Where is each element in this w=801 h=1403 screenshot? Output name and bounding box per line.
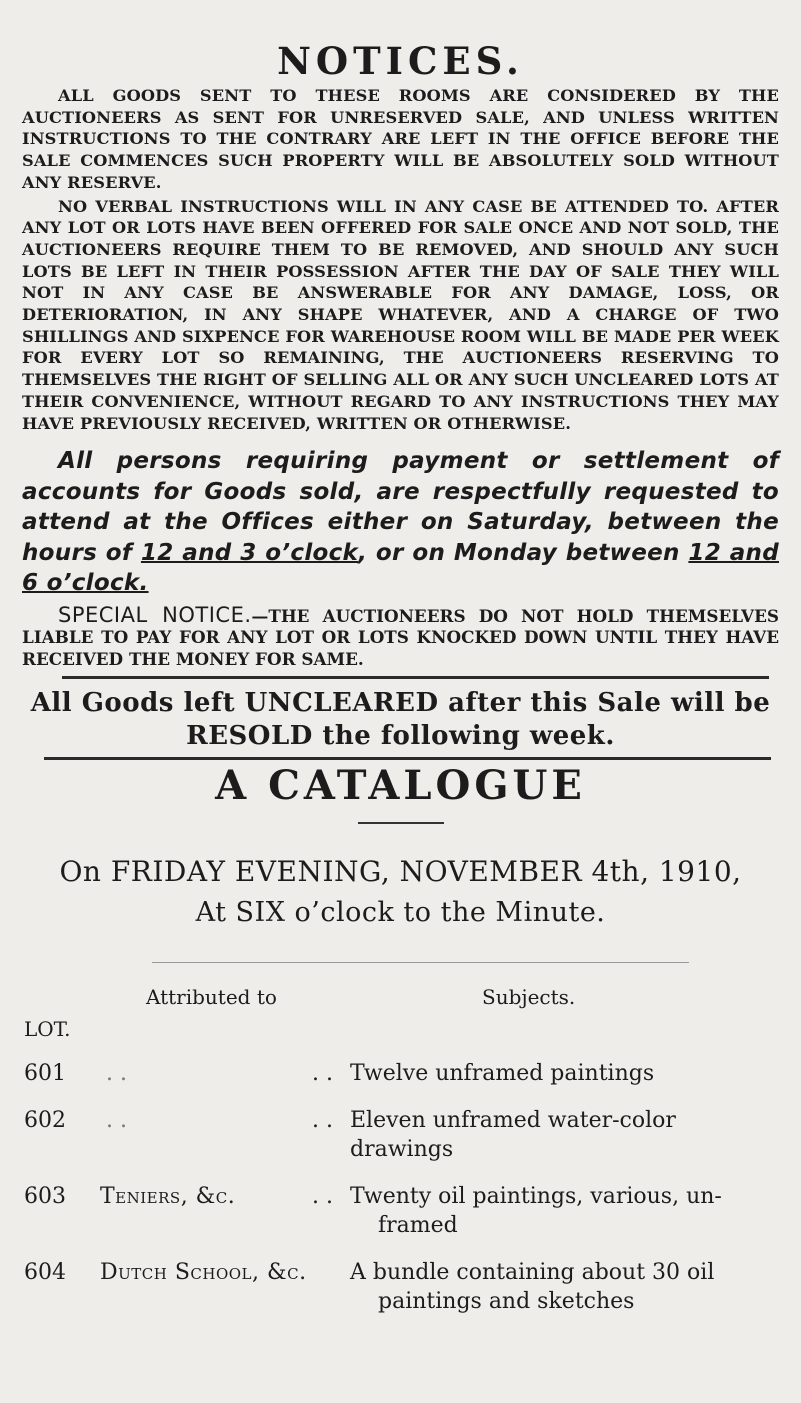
lot-number: 604 bbox=[24, 1260, 66, 1286]
short-divider bbox=[358, 822, 444, 824]
lot-row bbox=[22, 1258, 779, 1316]
lot-subject-text: A bundle containing about 30 oil bbox=[350, 1260, 715, 1286]
notice-verbal-instructions: NO VERBAL INSTRUCTIONS WILL IN ANY CASE BE ATTENDED TO. AFTER ANY LOT OR LOTS HAVE BEEN OFFERED FOR SALE ONCE AND NOT SOLD, THE AUCTIONEERS REQUIRE THEM TO BE REMOVED, AND SHOULD ANY SUCH LOTS BE LEFT IN THEIR POSSESSION AFTER THE DAY OF SALE THEY WILL NOT IN ANY CASE BE ANSWERABLE FOR ANY DAMAGE, LOSS, OR DETERIORATION, IN ANY SHAPE WHATEVER, AND A CHARGE OF TWO SHILLINGS AND SIXPENCE FOR WAREHOUSE ROOM WILL BE MADE PER WEEK FOR EVERY LOT SO REMAINING, THE AUCTIONEERS RESERVING TO THEMSELVES THE RIGHT OF SELLING ALL OR ANY SUCH UNCLEARED LOTS AT THEIR CONVENIENCE, WITHOUT REGARD TO ANY INSTRUCTIONS THEY MAY HAVE PREVIOUSLY RECEIVED, WRITTEN OR OTHERWISE. bbox=[22, 196, 779, 433]
lot-row bbox=[22, 1059, 779, 1088]
column-attributed: Attributed to bbox=[146, 985, 277, 1010]
sale-time: At SIX o’clock to the Minute. bbox=[195, 897, 606, 929]
lot-attribution: Dutch School, &c. bbox=[100, 1260, 307, 1286]
lot-number: 602 bbox=[24, 1108, 66, 1134]
lot-subject-continuation: framed bbox=[378, 1213, 458, 1239]
leader-dots: . . bbox=[106, 1061, 127, 1087]
column-lot: LOT. bbox=[24, 1017, 71, 1042]
lot-subject bbox=[350, 1059, 779, 1088]
uncleared-goods-notice: All Goods left UNCLEARED after this Sale will be RESOLD the following week. bbox=[30, 688, 771, 752]
special-notice-lead: SPECIAL NOTICE. bbox=[58, 602, 252, 627]
notice-unreserved-sale: ALL GOODS SENT TO THESE ROOMS ARE CONSIDERED BY THE AUCTIONEERS AS SENT FOR UNRESERVED SALE, AND UNLESS WRITTEN INSTRUCTIONS TO THE CONTRARY ARE LEFT IN THE OFFICE BEFORE THE SALE COMMENCES SUCH PROPERTY WILL BE ABSOLUTELY SOLD WITHOUT ANY RESERVE. bbox=[22, 86, 779, 192]
divider-rule bbox=[44, 757, 771, 760]
sale-date: On FRIDAY EVENING, NOVEMBER 4th, 1910, bbox=[59, 855, 742, 889]
lot-subject bbox=[350, 1106, 779, 1164]
lot-number: 601 bbox=[24, 1061, 66, 1087]
payment-hours-saturday: 12 and 3 o’clock bbox=[140, 539, 359, 566]
lot-row bbox=[22, 1106, 779, 1164]
special-notice bbox=[22, 602, 779, 671]
lot-subject-continuation: paintings and sketches bbox=[378, 1289, 635, 1315]
lot-subject bbox=[350, 1182, 779, 1240]
payment-text-start: All persons requiring payment or settlement of accounts for Goods sold, are respectfully requested to attend at the Offices either on Saturday, between the hours of bbox=[22, 448, 779, 566]
lot-row bbox=[22, 1182, 779, 1240]
catalogue-title: A CATALOGUE bbox=[215, 762, 586, 810]
notice-payment bbox=[22, 446, 779, 599]
divider-rule bbox=[62, 676, 769, 679]
lot-number: 603 bbox=[24, 1184, 66, 1210]
leader-dots: . . bbox=[106, 1108, 127, 1134]
leader-dots: . . bbox=[312, 1061, 333, 1087]
lot-subject-text: Twelve unframed paintings bbox=[350, 1061, 655, 1087]
lot-subject bbox=[350, 1258, 779, 1316]
lot-subject-text: Eleven unframed water-color drawings bbox=[350, 1108, 676, 1163]
column-subjects: Subjects. bbox=[482, 985, 576, 1010]
payment-text-mid: , or on Monday between bbox=[358, 539, 689, 566]
lot-attribution: Teniers, &c. bbox=[100, 1184, 236, 1210]
column-headers bbox=[22, 985, 779, 1015]
payment-hours-monday: 12 and 6 o’clock. bbox=[22, 539, 779, 597]
table-divider bbox=[152, 962, 689, 963]
lot-subject-text: Twenty oil paintings, various, un- bbox=[350, 1184, 722, 1210]
leader-dots: . . bbox=[312, 1108, 333, 1134]
leader-dots: . . bbox=[312, 1184, 333, 1210]
special-notice-text: —THE AUCTIONEERS DO NOT HOLD THEMSELVES LIABLE TO PAY FOR ANY LOT OR LOTS KNOCKED DOWN UNTIL THEY HAVE RECEIVED THE MONEY FOR SAME. bbox=[22, 605, 779, 669]
notices-title: NOTICES. bbox=[277, 39, 524, 83]
